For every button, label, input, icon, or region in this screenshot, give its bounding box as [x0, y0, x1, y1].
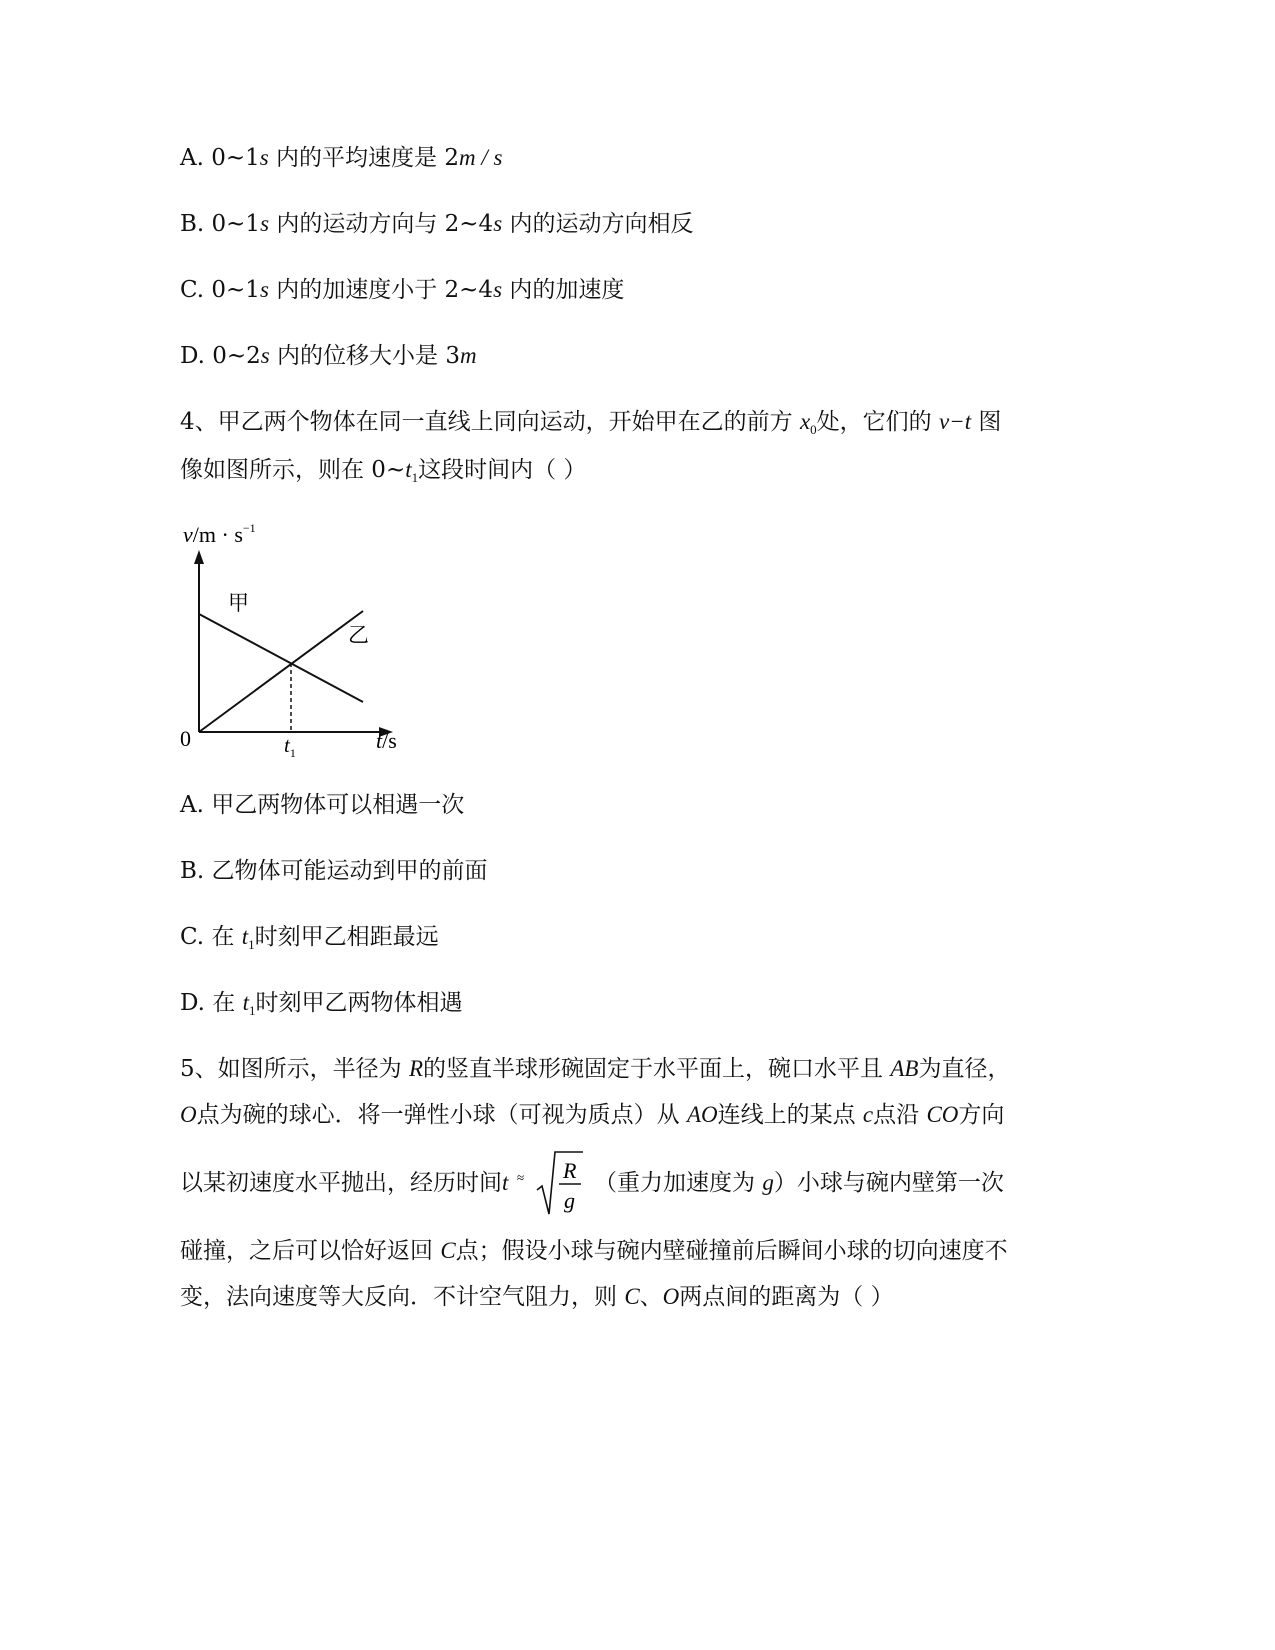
y-axis-arrow [194, 550, 204, 564]
fraction-numerator: R [563, 1158, 577, 1183]
line-jia [199, 614, 363, 702]
q3-option-c: C. 0~1s 内的加速度小于 2~4s 内的加速度 [180, 277, 625, 303]
q5-line-1: 5、如图所示，半径为 R的竖直半球形碗固定于水平面上，碗口水平且 AB为直径， [180, 1056, 1011, 1082]
q4-stem-line-1: 4、甲乙两个物体在同一直线上同向运动，开始甲在乙的前方 $x_0$处，它们的 v−t 图 [180, 409, 1002, 437]
q5-line-3-right: （重力加速度为 g）小球与碗内壁第一次 [594, 1170, 1004, 1196]
q5-line-4: 碰撞，之后可以恰好返回 C点；假设小球与碗内壁碰撞前后瞬间小球的切向速度不 [180, 1238, 1008, 1264]
vt-graph [170, 510, 430, 770]
q5-line-3-left: 以某初速度水平抛出，经历时间t [180, 1170, 509, 1196]
approx-symbol: ≈ [517, 1170, 525, 1185]
q3-option-d: D. 0~2s 内的位移大小是 3m [180, 343, 477, 369]
q3-option-b: B. 0~1s 内的运动方向与 2~4s 内的运动方向相反 [180, 211, 694, 237]
t1-tick-label: $t_1$ [284, 733, 296, 760]
q5-line-2: O点为碗的球心．将一弹性小球（可视为质点）从 AO连线上的某点 c点沿 CO方向 [180, 1102, 1005, 1128]
q3-option-a: A. 0~1s 内的平均速度是 2m / s [180, 145, 503, 171]
y-axis-label: $v/m \cdot s^{-1}$ [183, 521, 256, 547]
q4-option-d: D. 在 $t_1$时刻甲乙两物体相遇 [180, 990, 463, 1018]
q4-option-a: A. 甲乙两物体可以相遇一次 [180, 792, 465, 818]
q4-option-c: C. 在 $t_1$时刻甲乙相距最远 [180, 924, 439, 952]
q5-line-5: 变，法向速度等大反向．不计空气阻力，则 C、O两点间的距离为（ ） [180, 1284, 894, 1310]
series-label-yi: 乙 [348, 623, 369, 647]
sqrt-formula [515, 1148, 585, 1220]
line-yi [199, 611, 363, 732]
series-label-jia: 甲 [228, 591, 249, 615]
q4-stem-line-2: 像如图所示，则在 $0\sim t_1$这段时间内（ ） [180, 457, 587, 485]
origin-label: 0 [180, 726, 191, 751]
fraction-denominator: g [564, 1188, 575, 1213]
q4-option-b: B. 乙物体可能运动到甲的前面 [180, 858, 488, 884]
x-axis-label: t/s [376, 728, 397, 753]
